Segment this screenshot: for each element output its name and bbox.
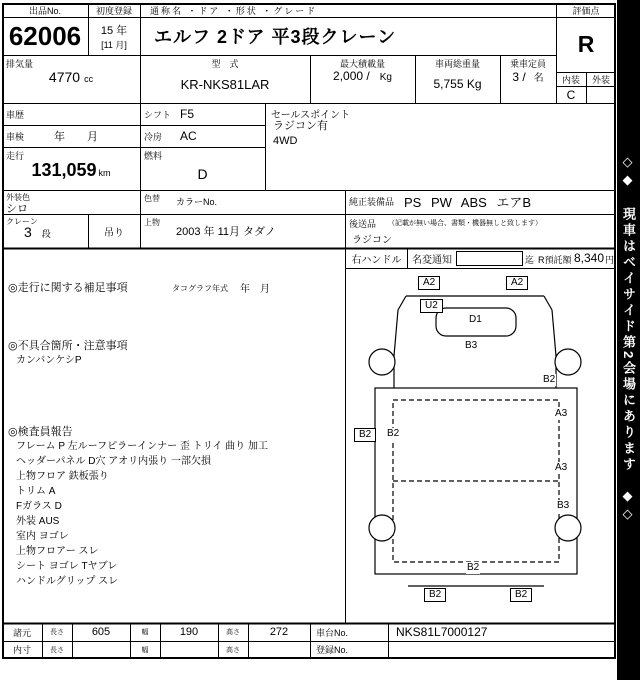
max-load-unit: Kg [379,72,392,83]
damage-code-b2: B2 [424,588,446,602]
capacity-unit: 名 [533,73,544,84]
tsuri-label: 吊り [104,227,124,239]
inner-length-label: 長さ [50,646,64,654]
exterior-grade [586,86,616,103]
deposit-label: R預託額 [538,254,572,265]
gross-weight-value: 5,755 Kg [433,77,482,91]
text-line: 室内 ヨゴレ [16,531,69,542]
first-registration-month: [11 月] [101,39,127,50]
text-line: ラジコン有 [273,120,328,132]
max-load-label: 最大積載量 [339,58,385,69]
damage-code-b2: B2 [510,588,532,602]
length-label: 長さ [50,629,64,636]
vehicle-name-label: 通称名 ・ドア ・形状 ・グレード [150,5,318,16]
exterior-color-label: 外装色 [6,192,30,202]
fuel-value: D [197,166,208,182]
consignment-note: （記載が無い場合、書類・機器無しと致します） [388,220,542,227]
model-value: KR-NKS81LAR [180,76,270,92]
first-registration-label: 初度登録 [95,5,132,16]
equipment-value: PS PW ABS エアB [404,195,532,210]
damage-code-a3: A3 [555,462,568,473]
color-no-label: カラーNo. [176,196,218,207]
grade-label: 評価点 [572,5,600,16]
capacity-label: 乗車定員 [509,58,546,69]
deposit-unit: 円 [605,254,615,265]
first-registration-year: 15 年 [100,24,128,37]
damage-code-a3: A3 [555,408,568,419]
height-value: 272 [269,626,289,638]
capacity-value [500,69,556,99]
text-line: ハンドルグリップ スレ [16,576,119,587]
mileage-number: 131,059 [31,160,97,180]
text-line: フレーム P 左ルーフピラーインナー 歪 トリイ 曲り 加工 [16,441,268,452]
text-line: 4WD [273,135,298,147]
ac-value: AC [180,129,197,143]
text-line: シート ヨゴレ Tヤブレ [16,561,118,572]
text-line: ヘッダーパネル D穴 アオリ内張り 一部欠損 [16,456,211,467]
until-label: 迄 [525,254,535,265]
damage-code-b2: B2 [354,428,376,442]
name-change-label: 名変通知 [412,254,452,266]
sales-point-items [273,119,473,183]
defects-title: ◎不具合箇所・注意事項 [8,340,128,352]
damage-code-a2: A2 [418,276,440,290]
deposit-amount: 8,340 [573,251,604,265]
crane-value [24,224,84,244]
sales-point-label: セールスポイント [271,109,351,121]
registration-no-label: 登録No. [316,645,349,655]
width-value: 190 [179,626,199,638]
mileage-value [2,160,140,188]
text-line: カンバンケシP [16,355,82,366]
interior-label: 内装 [561,74,580,85]
damage-code-layer [348,270,614,620]
exhibit-no-label: 出品No. [28,5,61,16]
color-change-label: 色替 [144,193,160,203]
damage-code-b2: B2 [543,374,556,385]
text-line: 上物フロア 鉄板張り [16,471,109,482]
exhibit-no: 62006 [8,20,82,51]
text-line: トリム A [16,486,56,497]
vehicle-name: エルフ 2ドア 平3段クレーン [154,27,397,47]
consignment-label: 後送品 [349,218,377,229]
body-value: 2003 年 11月 タダノ [176,226,276,238]
inspector-report-lines [16,439,342,599]
inspection-value: 年 月 [54,131,98,143]
damage-code-b3: B3 [557,500,570,511]
exterior-color-value: シロ [6,203,28,215]
history-label: 車歴 [6,109,25,120]
damage-code-a2: A2 [506,276,528,290]
grade-value: R [577,31,595,57]
ac-label: 冷房 [144,131,163,142]
crane-unit: 段 [41,229,51,239]
shift-value: F5 [180,107,195,121]
inspection-label: 車検 [6,131,25,142]
inner-height-label: 高さ [226,646,240,654]
model-label: 型 式 [211,58,239,69]
inner-width-label: 幅 [141,646,149,654]
registration-no-value [396,641,615,658]
inner-row-label: 内寸 [12,645,31,655]
gross-weight-label: 車両総重量 [434,58,480,69]
chassis-no-value: NKS81L7000127 [396,625,488,639]
capacity-number: 3 / [512,70,526,84]
body-label: 上物 [144,217,160,227]
crane-label: クレーン [6,216,38,226]
tachograph-value: 年 月 [240,284,270,295]
displacement-label: 排気量 [6,58,34,69]
damage-code-b3: B3 [465,340,478,351]
max-load-number: 2,000 / [333,69,370,83]
damage-code-d1: D1 [469,314,482,325]
defect-items [16,353,236,413]
exterior-label: 外装 [591,74,610,85]
mileage-unit: km [98,168,111,178]
steering-position: 右ハンドル [351,255,402,266]
mileage-notes-title: ◎走行に関する補足事項 [8,282,128,294]
damage-code-u2: U2 [420,299,443,313]
first-registration-value [88,17,140,55]
text-line: 上物フロアー スレ [16,546,99,557]
tachograph-label: タコグラフ年式 [172,283,228,293]
venue-banner [617,0,640,680]
damage-diagram [348,270,614,620]
max-load-value [310,69,415,99]
inspector-report-title: ◎検査員報告 [8,426,73,438]
text-line: 外装 AUS [16,516,60,527]
interior-grade: C [566,87,576,102]
text-line: Fガラス D [16,501,62,512]
shift-label: シフト [144,109,172,120]
displacement-value [2,69,140,99]
displacement-number: 4770 [48,69,81,85]
consignment-value: ラジコン [352,234,392,246]
width-label: 幅 [141,629,149,636]
crane-stages: 3 [24,224,32,240]
length-value: 605 [91,626,111,638]
fuel-label: 燃料 [144,150,163,161]
spec-row-label: 諸元 [12,627,31,638]
mileage-label: 走行 [6,150,25,161]
damage-code-b2: B2 [467,562,480,573]
height-label: 高さ [226,629,240,636]
equipment-label: 純正装備品 [349,196,395,207]
chassis-no-label: 車台No. [316,627,349,638]
displacement-unit: cc [84,74,94,84]
damage-code-b2: B2 [387,428,400,439]
venue-banner-text: ◇◆ 現車はベイサイド第2会場にあります ◆◇ [621,154,636,526]
